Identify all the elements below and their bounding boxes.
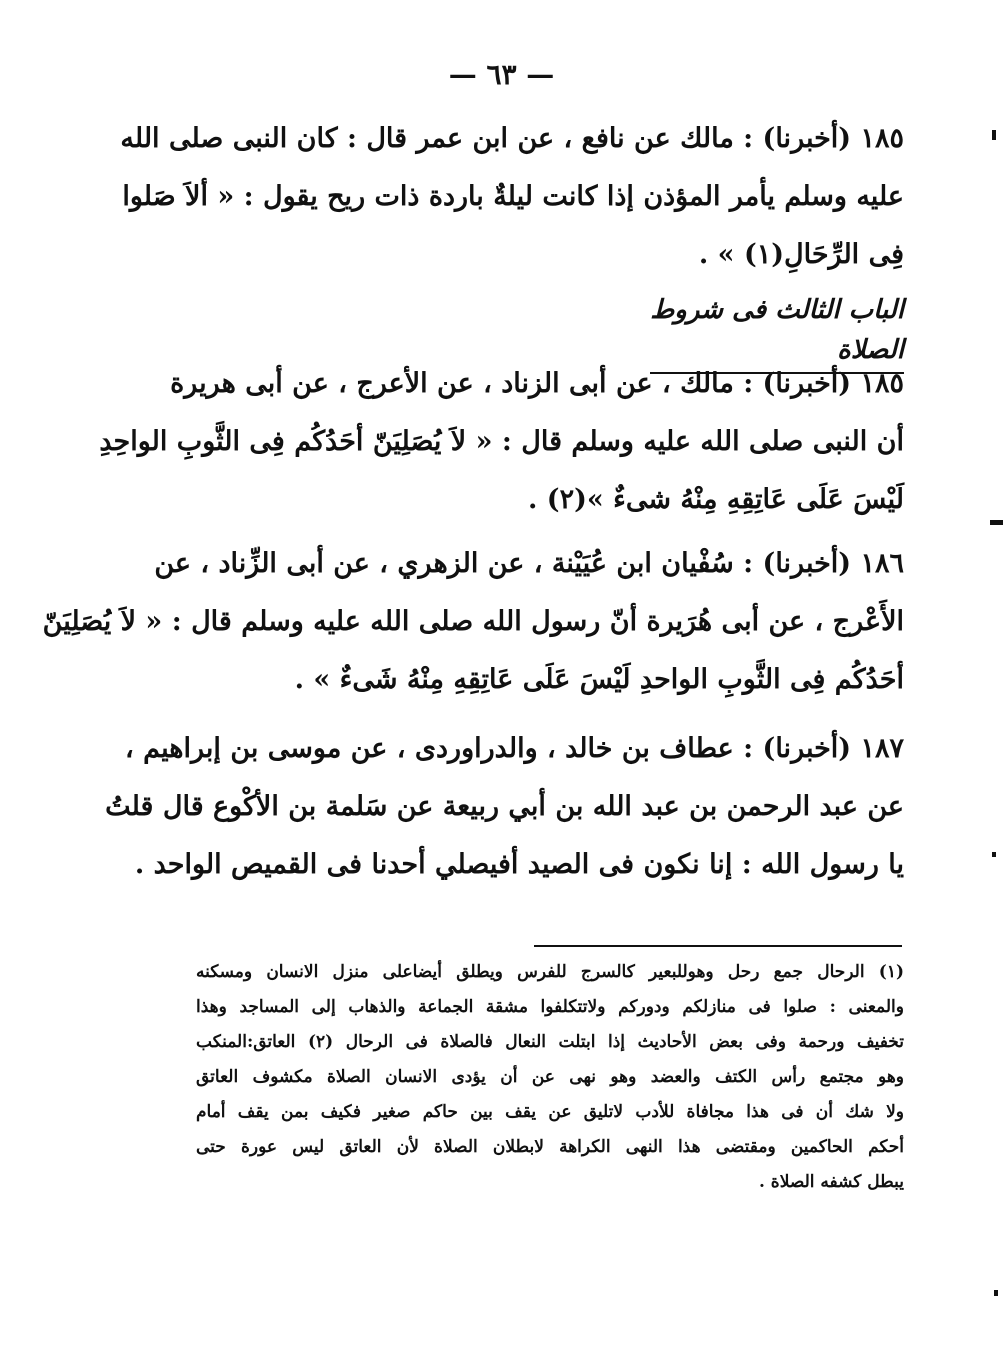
hadith-paragraph-1 bbox=[120, 110, 904, 284]
text-line: أحَدُكُم فِى الثَّوبِ الواحدِ لَيْسَ عَلَى عَاتِقِهِ مِنْهُ شَىءٌ » . bbox=[294, 664, 904, 695]
text-line: ١٨٦ (أخبرنا) : سُفْيان ابن عُيَيْنة ، عن الزهري ، عن أبى الزِّناد ، عن bbox=[154, 548, 904, 579]
footnotes bbox=[196, 955, 904, 1200]
hadith-paragraph-3 bbox=[42, 535, 904, 709]
hadith-paragraph-4 bbox=[105, 720, 904, 894]
page-number: — ٦٣ — bbox=[448, 58, 555, 91]
text-line: عن عبد الرحمن بن عبد الله بن أبي ربيعة عن سَلمة بن الأكْوع قال قلتُ bbox=[105, 791, 904, 822]
footnote-line: وهو مجتمع رأس الكتف والعضد وهو نهى عن أن يؤدى الانسان الصلاة مكشوف العاتق bbox=[196, 1067, 904, 1087]
text-line: ١٨٥ (أخبرنا) : مالك ، عن أبى الزناد ، عن الأعرج ، عن أبى هريرة bbox=[170, 368, 904, 399]
scan-edge-mark bbox=[992, 852, 996, 857]
scan-edge-mark bbox=[992, 130, 996, 140]
text-line: فِى الرِّحَالِ(١) » . bbox=[698, 239, 904, 270]
text-line: يا رسول الله : إنا نكون فى الصيد أفيصلي أحدنا فى القميص الواحد . bbox=[134, 849, 904, 880]
scan-edge-mark bbox=[990, 520, 1003, 525]
footnote-line: (١) الرحال جمع رحل وهوللبعير كالسرج للفرس ويطلق أيضاعلى منزل الانسان ومسكنه bbox=[196, 962, 904, 982]
text-line: ١٨٧ (أخبرنا) : عطاف بن خالد ، والدراوردى ، عن موسى بن إبراهيم ، bbox=[125, 733, 904, 764]
footnote-line: تخفيف ورحمة وفى بعض الأحاديث إذا ابتلت النعال فالصلاة فى الرحال (٢) العاتق:المنكب bbox=[196, 1032, 905, 1052]
hadith-paragraph-2 bbox=[99, 355, 904, 529]
footnote-line: ولا شك أن فى هذا مجافاة للأدب لاتليق عن يقف بين حاكم صغير فكيف بمن يقف أمام bbox=[196, 1102, 904, 1122]
text-line: ١٨٥ (أخبرنا) : مالك عن نافع ، عن ابن عمر قال : كان النبى صلى الله bbox=[120, 123, 904, 154]
text-line: أن النبى صلى الله عليه وسلم قال : « لاَ يُصَلِيَنّ أحَدُكُم فِى الثَّوبِ الواحِدِ bbox=[99, 426, 904, 457]
chapter-heading: الباب الثالث فى شروط الصلاة bbox=[650, 290, 904, 374]
footnote-line: يبطل كشفه الصلاة . bbox=[758, 1172, 904, 1192]
text-line: الأَعْرج ، عن أبى هُرَيرة أنّ رسول الله صلى الله عليه وسلم قال : « لاَ يُصَلِيَنّ bbox=[42, 606, 904, 637]
scan-edge-mark bbox=[994, 1290, 998, 1296]
footnote-line: أحكم الحاكمين ومقتضى هذا النهى الكراهة لابطلان الصلاة لأن العاتق ليس عورة حتى bbox=[196, 1137, 904, 1157]
text-line: لَيْسَ عَلَى عَاتِقِهِ مِنْهُ شىءٌ »(٢) . bbox=[528, 484, 904, 515]
footnote-line: والمعنى : صلوا فى منازلكم ودوركم ولاتتكلفوا مشقة الجماعة والذهاب إلى المساجد وهذا bbox=[196, 997, 904, 1017]
footnote-separator bbox=[534, 945, 902, 947]
text-line: عليه وسلم يأمر المؤذن إذا كانت ليلةٌ باردة ذات ريح يقول : « ألاَ صَلوا bbox=[122, 181, 904, 212]
